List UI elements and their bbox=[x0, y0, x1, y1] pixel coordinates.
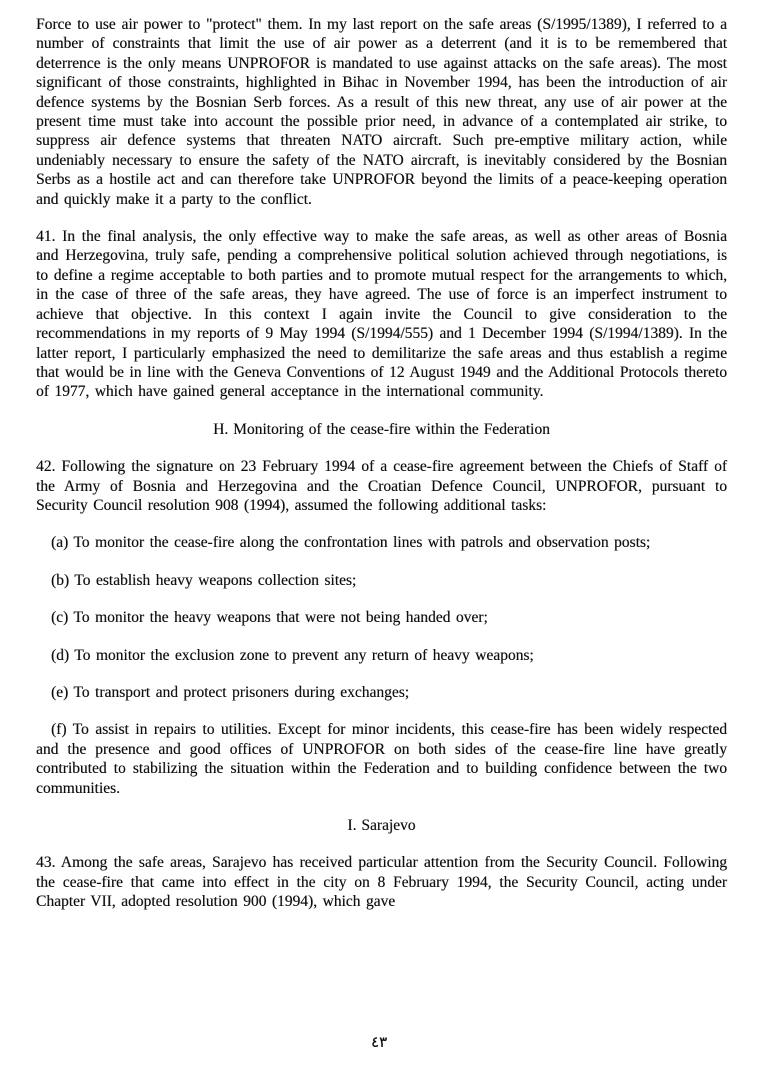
list-item-a: (a) To monitor the cease-fire along the confrontation lines with patrols and observation posts; bbox=[51, 534, 651, 552]
paragraph-42: 42. Following the signature on 23 February 1994 of a cease-fire agreement between the Chiefs of Staff of the Army of Bosnia and Herzegovina and the Croatian Defence Council, UNPROFOR, pursuant to Security Council resolution 908 (1994), assumed the following additional tasks: bbox=[36, 458, 727, 514]
paragraph-41: 41. In the final analysis, the only effective way to make the safe areas, as well as other areas of Bosnia and Herzegovina, truly safe, pending a comprehensive political solution achieved through negotiations, is to define a regime acceptable to both parties and to promote mutual respect for the arrangements to which, in the case of three of the safe areas, they have agreed. The use of force is an imperfect instrument to achieve that objective. In this context I again invite the Council to give consideration to the recommendations in my reports of 9 May 1994 (S/1994/555) and 1 December 1994 (S/1994/1389). In the latter report, I particularly emphasized the need to demilitarize the safe areas and thus establish a regime that would be in line with the Geneva Conventions of 12 August 1949 and the Additional Protocols thereto of 1977, which have gained general acceptance in the international community. bbox=[36, 228, 727, 401]
paragraph-43: 43. Among the safe areas, Sarajevo has received particular attention from the Security Council. Following the cease-fire that came into effect in the city on 8 February 1994, the Security Council, acting under Chapter VII, adopted resolution 900 (1994), which gave bbox=[36, 854, 727, 911]
paragraph-40-continuation: Force to use air power to "protect" them. In my last report on the safe areas (S/1995/1389), I referred to a number of constraints that limit the use of air power as a deterrent (and it is to be remembered that deterrence is the only means UNPROFOR is mandated to use against attacks on the safe areas). The most significant of those constraints, highlighted in Bihac in November 1994, has been the introduction of air defence systems by the Bosnian Serb forces. As a result of this new threat, any use of air power at the present time must take into account the possible prior need, in advance of a contemplated air strike, to suppress air defence systems that threaten NATO aircraft. Such pre-emptive military action, while undeniably necessary to ensure the safety of the NATO aircraft, is inevitably considered by the Bosnian Serbs as a hostile act and can therefore take UNPROFOR beyond the limits of a peace-keeping operation and quickly make it a party to the conflict. bbox=[36, 16, 727, 208]
section-heading-i-sarajevo: I. Sarajevo bbox=[347, 817, 416, 834]
list-item-f: (f) To assist in repairs to utilities. Except for minor incidents, this cease-fire has been widely respected and the presence and good offices of UNPROFOR on both sides of the cease-fire line have greatly contributed to stabilizing the situation within the Federation and to building confidence between the two communities. bbox=[36, 721, 727, 797]
list-item-d: (d) To monitor the exclusion zone to prevent any return of heavy weapons; bbox=[51, 646, 534, 664]
list-item-c: (c) To monitor the heavy weapons that were not being handed over; bbox=[51, 609, 488, 627]
list-item-b: (b) To establish heavy weapons collection sites; bbox=[51, 571, 357, 589]
list-item-e: (e) To transport and protect prisoners during exchanges; bbox=[51, 683, 410, 701]
page-number: ٤٣ bbox=[370, 1032, 388, 1051]
section-heading-h-monitoring: H. Monitoring of the cease-fire within the Federation bbox=[213, 420, 550, 438]
